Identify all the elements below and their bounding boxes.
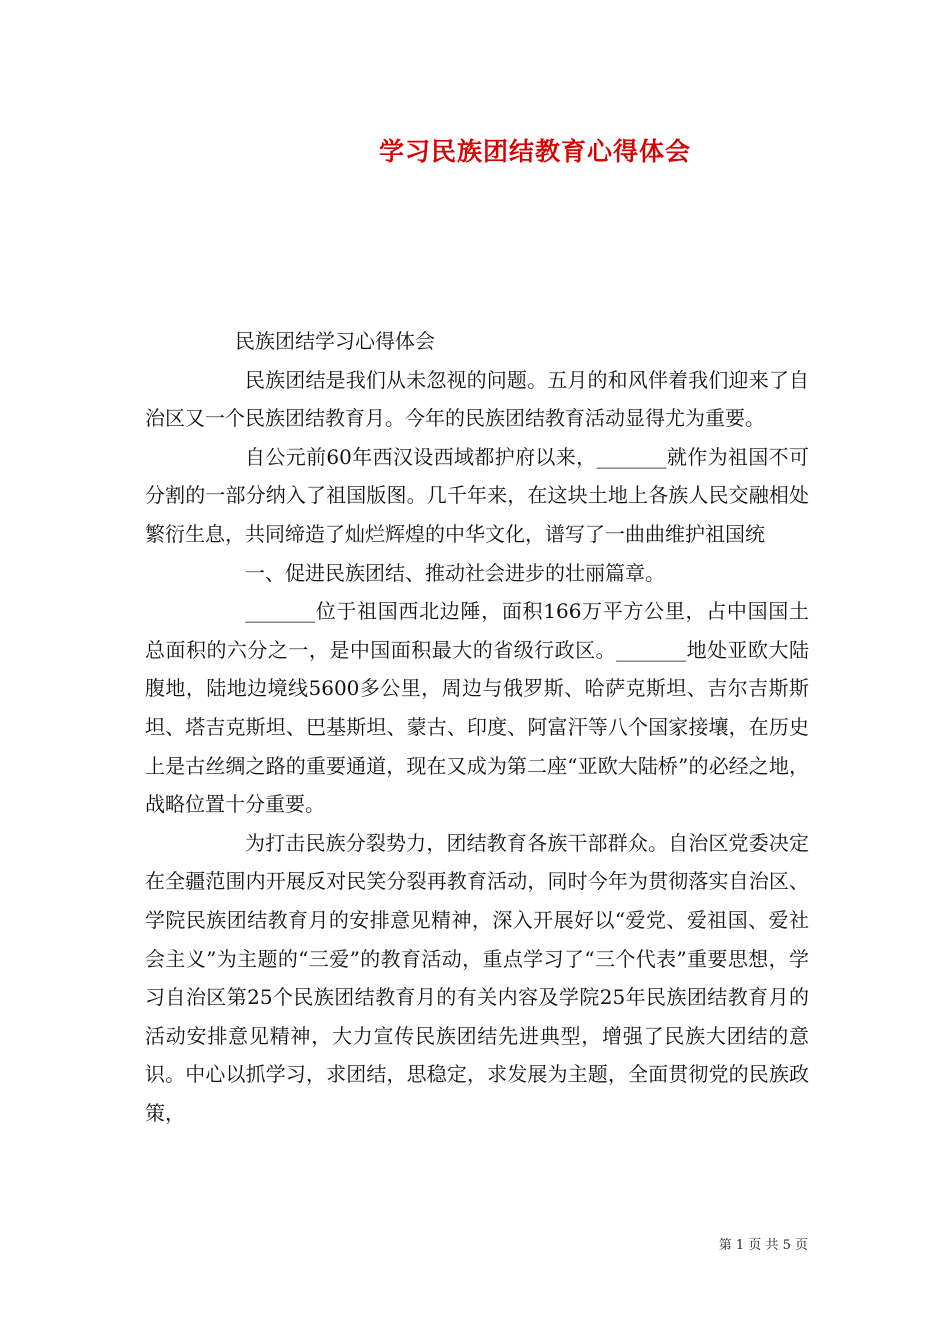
document-body bbox=[145, 322, 809, 1132]
paragraph: 为打击民族分裂势力，团结教育各族干部群众。自治区党委决定在全疆范围内开展反对民笑分裂再教育活动，同时今年为贯彻落实自治区、学院民族团结教育月的安排意见精神，深入开展好以“爱党、爱祖国、爱社会主义”为主题的“三爱”的教育活动，重点学习了“三个代表”重要思想，学习自治区第25个民族团结教育月的有关内容及学院25年民族团结教育月的活动安排意见精神，大力宣传民族团结先进典型，增强了民族大团结的意识。中心以抓学习，求团结，思稳定，求发展为主题，全面贯彻党的民族政策， bbox=[145, 830, 809, 1125]
section-heading: 一、促进民族团结、推动社会进步的壮丽篇章。 bbox=[245, 560, 665, 585]
document-subtitle: 民族团结学习心得体会 bbox=[235, 329, 435, 353]
page-number: 第 1 页 共 5 页 bbox=[718, 1238, 808, 1253]
document-title: 学习民族团结教育心得体会 bbox=[378, 137, 691, 166]
paragraph: 民族团结是我们从未忽视的问题。五月的和风伴着我们迎来了自治区又一个民族团结教育月。今年的民族团结教育活动显得尤为重要。 bbox=[145, 367, 809, 431]
paragraph: _______位于祖国西北边陲，面积166万平方公里，占中国国土总面积的六分之一，是中国面积最大的省级行政区。_______地处亚欧大陆腹地，陆地边境线5600多公里，周边与俄罗斯、哈萨克斯坦、吉尔吉斯斯坦、塔吉克斯坦、巴基斯坦、蒙古、印度、阿富汗等八个国家接壤，在历史上是古丝绸之路的重要通道，现在又成为第二座“亚欧大陆桥”的必经之地，战略位置十分重要。 bbox=[145, 599, 809, 817]
paragraph: 自公元前60年西汉设西域都护府以来，_______就作为祖国不可分割的一部分纳入了祖国版图。几千年来，在这块土地上各族人民交融相处繁衍生息，共同缔造了灿烂辉煌的中华文化，谱写了一曲曲维护祖国统 bbox=[145, 444, 809, 546]
